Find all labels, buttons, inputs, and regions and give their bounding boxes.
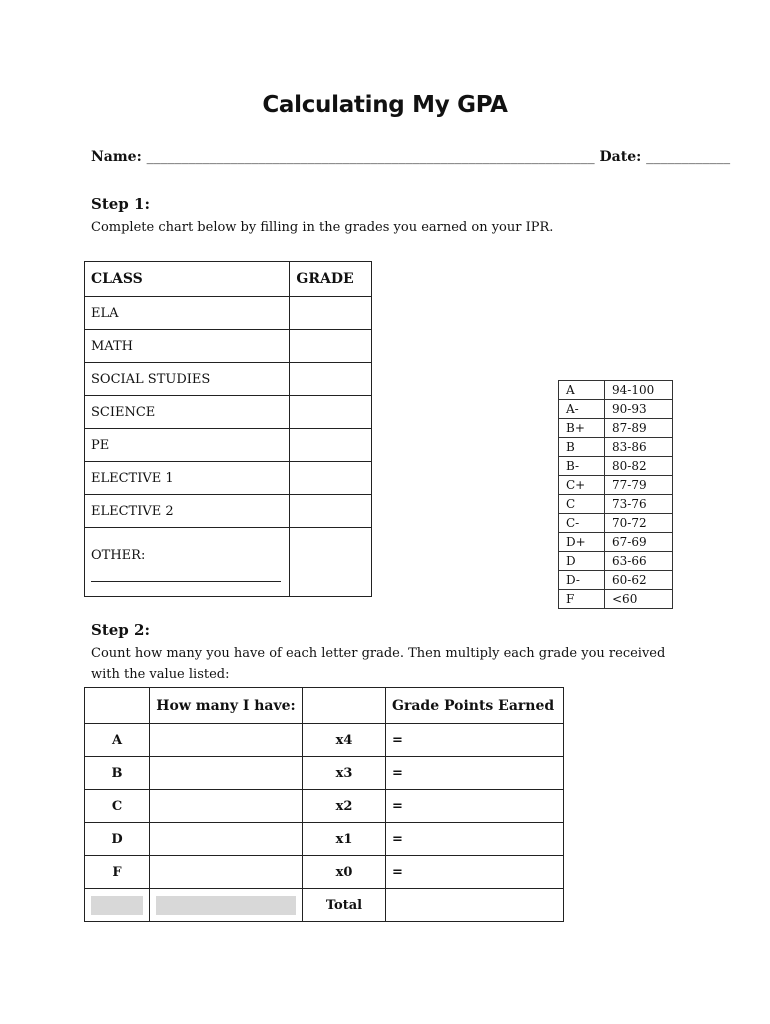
scale-range: 83-86 [605,438,673,457]
points-input-cell[interactable]: = [386,823,564,856]
page-title: Calculating My GPA [262,92,508,118]
shaded-cell [150,889,303,922]
grade-input-cell[interactable] [290,429,372,462]
letter-grade-cell: B [85,757,150,790]
scale-range: 67-69 [605,533,673,552]
grade-points-table [84,687,564,922]
count-input-cell[interactable] [150,823,303,856]
count-input-cell[interactable] [150,856,303,889]
scale-grade: D- [559,571,605,590]
scale-grade: F [559,590,605,609]
other-blank-line[interactable] [91,561,281,582]
scale-grade: C- [559,514,605,533]
points-input-cell[interactable]: = [386,856,564,889]
count-input-cell[interactable] [150,790,303,823]
grade-input-cell[interactable] [290,297,372,330]
grade-input-cell[interactable] [290,462,372,495]
name-field[interactable]: ________________________________________________________________ [146,149,595,165]
class-cell: PE [85,429,290,462]
grade-input-cell[interactable] [290,330,372,363]
scale-range: 94-100 [605,381,673,400]
count-input-cell[interactable] [150,757,303,790]
grade-input-cell[interactable] [290,396,372,429]
scale-grade: B [559,438,605,457]
total-label: Total [303,889,386,922]
grade-header: GRADE [290,262,372,297]
scale-range: 70-72 [605,514,673,533]
class-cell: ELA [85,297,290,330]
class-header: CLASS [85,262,290,297]
scale-range: 87-89 [605,419,673,438]
scale-grade: C [559,495,605,514]
step2-instruction: Count how many you have of each letter grade. Then multiply each grade you received with the value listed: [91,646,666,682]
shaded-cell [85,889,150,922]
multiplier-cell: x1 [303,823,386,856]
step1-heading: Step 1: [91,195,150,213]
total-input-cell[interactable] [386,889,564,922]
class-cell: ELECTIVE 1 [85,462,290,495]
step1-instruction: Complete chart below by filling in the grades you earned on your IPR. [91,220,554,235]
multiplier-header [303,688,386,724]
points-input-cell[interactable]: = [386,790,564,823]
other-label: OTHER: [91,548,146,563]
multiplier-cell: x3 [303,757,386,790]
scale-range: 60-62 [605,571,673,590]
scale-grade: B+ [559,419,605,438]
letter-grade-cell: F [85,856,150,889]
scale-grade: A- [559,400,605,419]
date-label: Date: [599,149,642,165]
scale-range: <60 [605,590,673,609]
how-many-header: How many I have: [150,688,303,724]
scale-grade: D [559,552,605,571]
letter-grade-cell: C [85,790,150,823]
step2-heading: Step 2: [91,621,150,639]
count-input-cell[interactable] [150,724,303,757]
multiplier-cell: x0 [303,856,386,889]
points-input-cell[interactable]: = [386,757,564,790]
grade-col-header [85,688,150,724]
class-grade-table [84,261,372,597]
scale-grade: C+ [559,476,605,495]
points-input-cell[interactable]: = [386,724,564,757]
multiplier-cell: x2 [303,790,386,823]
shade-block [91,896,143,915]
shade-block [156,896,296,915]
scale-grade: A [559,381,605,400]
scale-range: 77-79 [605,476,673,495]
scale-range: 63-66 [605,552,673,571]
scale-range: 73-76 [605,495,673,514]
other-class-cell[interactable] [85,528,290,597]
multiplier-cell: x4 [303,724,386,757]
class-cell: MATH [85,330,290,363]
scale-range: 90-93 [605,400,673,419]
grade-input-cell[interactable] [290,528,372,597]
points-earned-header: Grade Points Earned [386,688,564,724]
class-cell: SOCIAL STUDIES [85,363,290,396]
letter-grade-cell: A [85,724,150,757]
name-label: Name: [91,149,142,165]
scale-grade: B- [559,457,605,476]
grade-scale-table [558,380,673,609]
name-date-line [91,149,730,165]
date-field[interactable]: ____________ [646,149,731,165]
class-cell: ELECTIVE 2 [85,495,290,528]
grade-input-cell[interactable] [290,495,372,528]
scale-range: 80-82 [605,457,673,476]
class-cell: SCIENCE [85,396,290,429]
letter-grade-cell: D [85,823,150,856]
grade-input-cell[interactable] [290,363,372,396]
scale-grade: D+ [559,533,605,552]
